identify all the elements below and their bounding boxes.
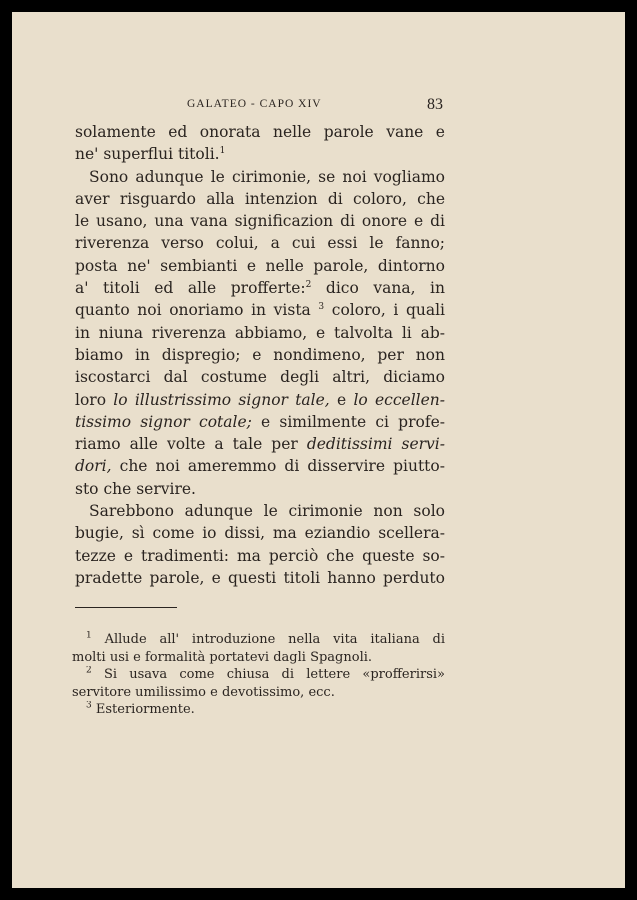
footnote-line: molti usi e formalità portatevi dagli Spagnoli. [72, 649, 373, 665]
footnote-ref: 2 [305, 279, 312, 290]
footnotes [72, 631, 445, 719]
text-span: riamo alle volte a tale per [75, 435, 298, 454]
footnote-mark: 2 [86, 666, 92, 676]
footnote-line: servitore umilissimo e devotissimo, ecc. [72, 684, 335, 700]
text-line: sto che servire. [75, 479, 196, 498]
footnote-line [72, 701, 445, 719]
main-text [75, 121, 445, 589]
footnote-text: Si usava come chiusa di lettere «profferirsi» [103, 667, 445, 682]
text-line [75, 299, 445, 321]
text-line [75, 455, 445, 477]
text-line [75, 433, 445, 455]
text-line [75, 277, 445, 299]
italic-span: lo illustrissimo signor tale, [113, 390, 330, 409]
text-line: tezze e tradimenti: ma perciò che queste so- [75, 546, 445, 565]
page-number: 83 [427, 96, 443, 113]
footnote-text: Esteriormente. [95, 702, 195, 717]
footnote-line [72, 631, 445, 649]
text-line: biamo in dispregio; e nondimeno, per non [75, 345, 445, 364]
text-line: le usano, una vana significazion di onore e di [75, 212, 445, 231]
footnote-ref: 3 [318, 302, 325, 313]
text-line [75, 411, 445, 433]
text-line: pradette parole, e questi titoli hanno perduto [75, 568, 445, 587]
text-line [75, 143, 445, 165]
running-title: GALATEO - CAPO XIV [187, 98, 322, 110]
text-line: solamente ed onorata nelle parole vane e [75, 123, 445, 141]
text-line [75, 389, 445, 411]
footnote-text: Allude all' introduzione nella vita italiana di [104, 632, 445, 647]
text-line: riverenza verso colui, a cui essi le fanno; [75, 234, 445, 253]
text-line: in niuna riverenza abbiamo, e talvolta li ab- [75, 323, 445, 342]
text-span: ne' superflui titoli. [75, 145, 220, 164]
text-line: posta ne' sembianti e nelle parole, dintorno [75, 256, 445, 275]
text-line: iscostarci dal costume degli altri, diciamo [75, 368, 445, 387]
footnote-mark: 1 [86, 631, 92, 641]
text-span: e [337, 390, 347, 409]
italic-span: dori, [75, 457, 112, 476]
footnote-separator [75, 607, 177, 608]
text-line: bugie, sì come io dissi, ma eziandio scellera- [75, 524, 445, 543]
text-span: coloro, i quali [331, 301, 445, 320]
text-span: loro [75, 390, 107, 409]
text-span: quanto noi onoriamo in vista [75, 301, 311, 320]
text-span: a' titoli ed alle profferte: [75, 279, 306, 298]
text-line: aver risguardo alla intenzion di coloro, che [75, 189, 445, 208]
book-page [12, 12, 625, 888]
footnote-mark: 3 [86, 701, 92, 711]
italic-span: lo eccellen- [353, 390, 445, 409]
text-line: Sono adunque le cirimonie, se noi vogliamo [89, 167, 445, 186]
italic-span: tissimo signor cotale; [75, 412, 252, 431]
footnote-line [72, 666, 445, 684]
text-span: e similmente ci profe- [261, 412, 445, 431]
footnote-ref: 1 [219, 146, 226, 157]
italic-span: deditissimi servi- [306, 435, 445, 454]
text-line: Sarebbono adunque le cirimonie non solo [89, 502, 445, 521]
text-span: dico vana, in [325, 279, 445, 298]
text-span: che noi ameremmo di disservire piutto- [119, 457, 445, 476]
